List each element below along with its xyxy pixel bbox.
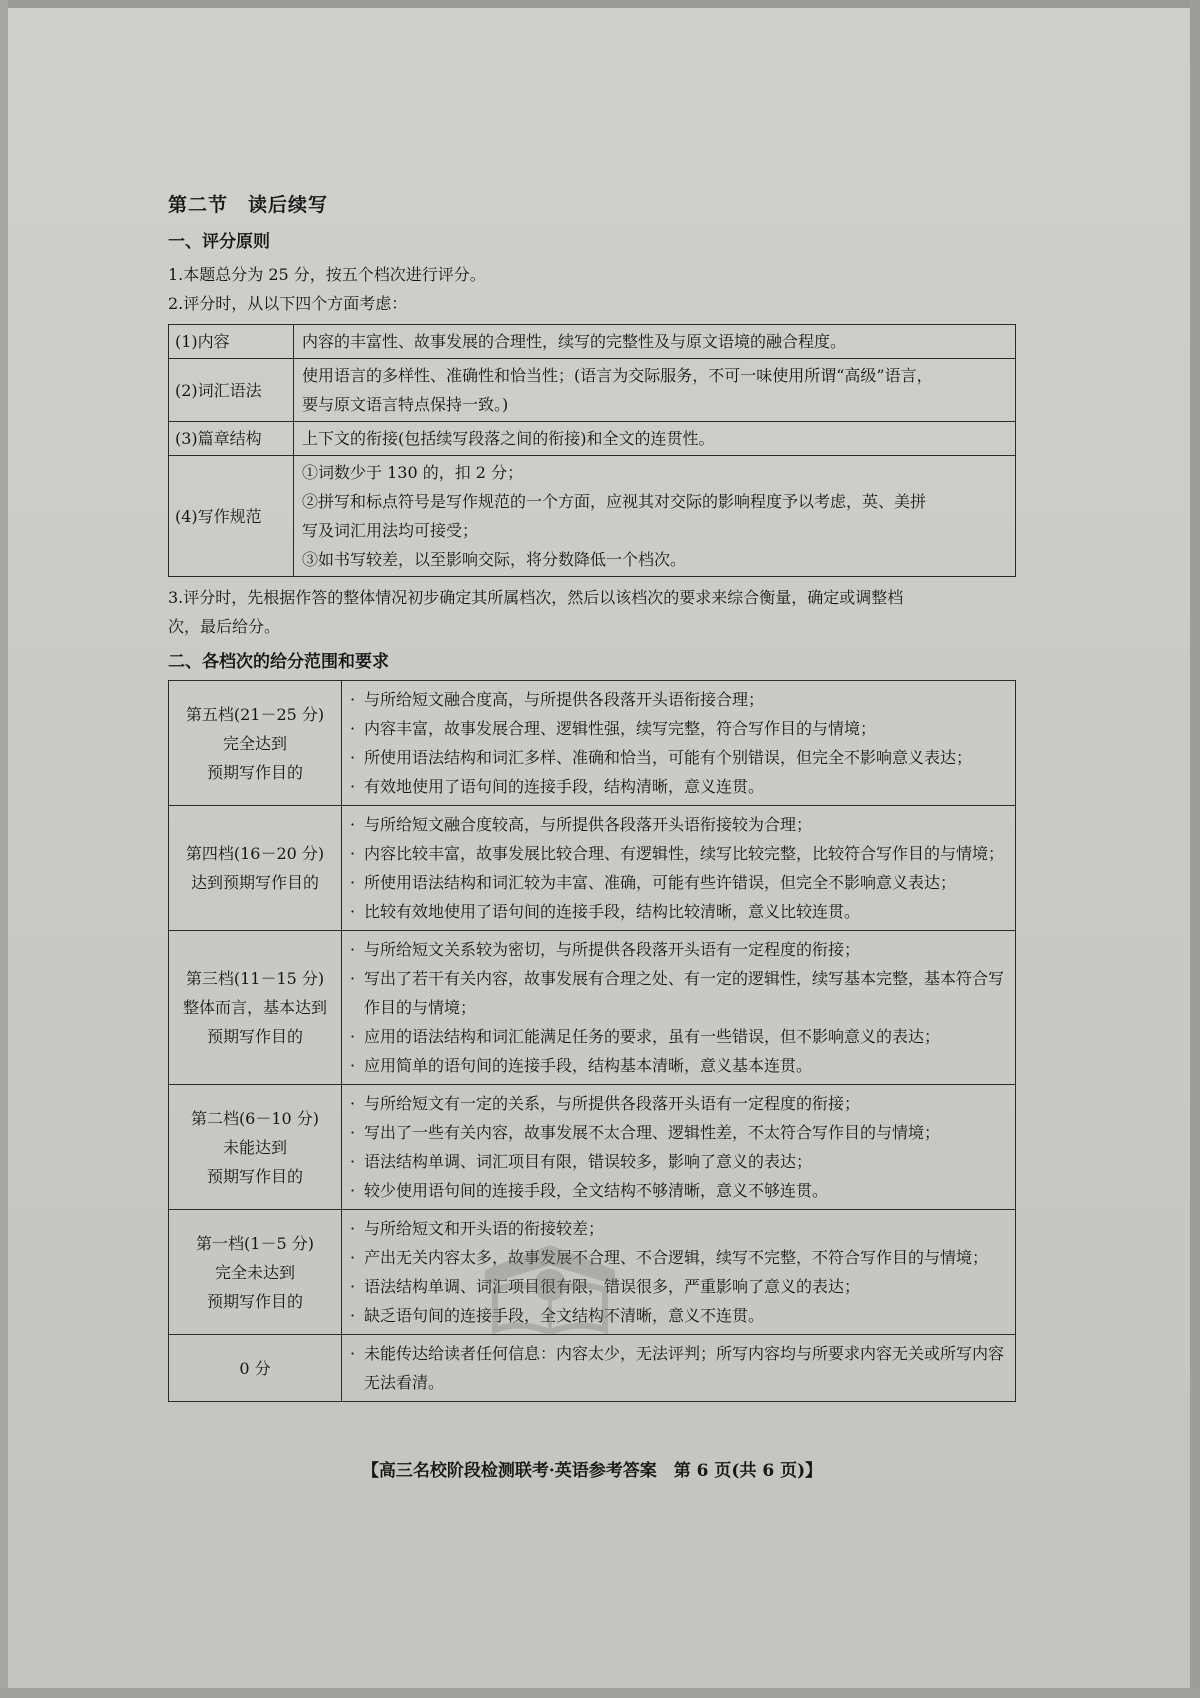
requirement-item	[350, 1272, 1009, 1301]
requirement-text: 应用的语法结构和词汇能满足任务的要求，虽有一些错误，但不影响意义的表达；	[364, 1027, 941, 1046]
band-row	[169, 806, 1016, 931]
band-label-line: 第一档(1－5 分)	[196, 1233, 314, 1253]
band-label	[169, 806, 342, 931]
requirement-item	[350, 1051, 1009, 1080]
band-label-line: 第三档(11－15 分)	[185, 969, 325, 988]
criteria-detail	[294, 456, 1016, 577]
criteria-table	[168, 324, 1016, 577]
bullet-icon: ·	[350, 690, 356, 709]
part2-heading: 二、各档次的给分范围和要求	[168, 652, 389, 672]
bullet-icon: ·	[350, 815, 356, 834]
requirement-item	[350, 1214, 1009, 1243]
band-requirements	[342, 1210, 1016, 1335]
criteria-category: (4)写作规范	[169, 456, 294, 577]
bullet-icon: ·	[350, 1219, 356, 1238]
criteria-row	[169, 325, 1016, 359]
criteria-line: 内容的丰富性、故事发展的合理性，续写的完整性及与原文语境的融合程度。	[302, 332, 847, 351]
requirement-text: 语法结构单调、词汇项目有限，错误较多，影响了意义的表达；	[364, 1152, 813, 1171]
band-label-line: 预期写作目的	[206, 1027, 303, 1046]
requirement-text: 所使用语法结构和词汇多样、准确和恰当，可能有个别错误，但完全不影响意义表达；	[364, 748, 973, 767]
criteria-row	[169, 359, 1016, 422]
requirement-text: 产出无关内容太多，故事发展不合理、不合逻辑，续写不完整，不符合写作目的与情境；	[364, 1248, 989, 1267]
requirement-item	[350, 839, 1009, 868]
requirement-text: 与所给短文融合度高，与所提供各段落开头语衔接合理；	[364, 690, 765, 709]
criteria-line: 写及词汇用法均可接受；	[302, 521, 479, 540]
requirement-item	[350, 1022, 1009, 1051]
band-row	[169, 681, 1016, 806]
bullet-icon: ·	[350, 1123, 356, 1142]
band-label	[169, 1085, 342, 1210]
rule-item-3-line-2: 次，最后给分。	[168, 617, 281, 636]
criteria-row	[169, 456, 1016, 577]
requirement-item	[350, 1339, 1009, 1397]
band-row	[169, 1335, 1016, 1402]
band-label-line: 完全未达到	[214, 1262, 295, 1282]
open-book-logo-icon	[475, 1230, 625, 1340]
requirement-text: 比较有效地使用了语句间的连接手段，结构比较清晰，意义比较连贯。	[364, 902, 861, 921]
requirement-item	[350, 1089, 1009, 1118]
requirement-item	[350, 1147, 1009, 1176]
requirement-text: 写出了一些有关内容，故事发展不太合理、逻辑性差，不太符合写作目的与情境；	[364, 1123, 941, 1142]
criteria-line: 上下文的衔接(包括续写段落之间的衔接)和全文的连贯性。	[302, 429, 715, 448]
band-label	[169, 681, 342, 806]
criteria-line: 使用语言的多样性、准确性和恰当性；(语言为交际服务，不可一味使用所谓“高级”语言，	[302, 366, 933, 385]
requirement-item	[350, 897, 1009, 926]
band-requirements	[342, 931, 1016, 1085]
requirement-text: 有效地使用了语句间的连接手段，结构清晰，意义连贯。	[364, 777, 765, 796]
requirement-text: 内容丰富，故事发展合理、逻辑性强，续写完整，符合写作目的与情境；	[364, 719, 877, 738]
bullet-icon: ·	[350, 719, 356, 738]
bullet-icon: ·	[350, 940, 356, 959]
band-requirements	[342, 681, 1016, 806]
band-label-line: 整体而言，基本达到	[182, 998, 327, 1017]
requirement-text: 应用简单的语句间的连接手段，结构基本清晰，意义基本连贯。	[364, 1056, 813, 1075]
criteria-detail	[294, 325, 1016, 359]
bullet-icon: ·	[350, 777, 356, 796]
band-label-line: 达到预期写作目的	[190, 873, 319, 892]
band-requirements	[342, 1085, 1016, 1210]
rule-item-3-line-1: 3.评分时，先根据作答的整体情况初步确定其所属档次，然后以该档次的要求来综合衡量，确定或调整档	[168, 588, 904, 607]
scan-border-right	[1190, 0, 1200, 1698]
bullet-icon: ·	[350, 1344, 356, 1363]
band-label-line: 完全达到	[222, 733, 287, 753]
bullet-icon: ·	[350, 902, 356, 921]
requirement-item	[350, 1243, 1009, 1272]
requirement-item	[350, 714, 1009, 743]
band-label	[169, 1210, 342, 1335]
band-requirements	[342, 806, 1016, 931]
criteria-detail	[294, 422, 1016, 456]
requirement-item	[350, 964, 1009, 1022]
band-requirements	[342, 1335, 1016, 1402]
criteria-line: ③如书写较差，以至影响交际，将分数降低一个档次。	[302, 550, 687, 569]
requirement-item	[350, 810, 1009, 839]
requirement-text: 与所给短文关系较为密切，与所提供各段落开头语有一定程度的衔接；	[364, 940, 861, 959]
criteria-line: ①词数少于 130 的，扣 2 分；	[302, 463, 524, 482]
bullet-icon: ·	[350, 1056, 356, 1075]
bullet-icon: ·	[350, 1306, 356, 1325]
requirement-item	[350, 772, 1009, 801]
page-footer: 【高三名校阶段检测联考·英语参考答案 第 6 页(共 6 页)】	[361, 1461, 823, 1481]
band-label-line: 第五档(21－25 分)	[185, 704, 325, 724]
bullet-icon: ·	[350, 969, 356, 988]
requirement-text: 语法结构单调、词汇项目很有限，错误很多，严重影响了意义的表达；	[364, 1277, 861, 1296]
bullet-icon: ·	[350, 844, 356, 863]
scan-border-bottom	[0, 1688, 1200, 1698]
part1-heading: 一、评分原则	[168, 232, 270, 252]
band-label-line: 0 分	[239, 1358, 271, 1378]
bullet-icon: ·	[350, 748, 356, 767]
section-title: 第二节 读后续写	[168, 194, 329, 216]
band-label-line: 未能达到	[222, 1137, 287, 1157]
band-label-line: 预期写作目的	[206, 1166, 303, 1186]
criteria-line: 要与原文语言特点保持一致。)	[302, 395, 509, 414]
band-row	[169, 931, 1016, 1085]
bullet-icon: ·	[350, 1027, 356, 1046]
requirement-text: 与所给短文融合度较高，与所提供各段落开头语衔接较为合理；	[364, 815, 813, 834]
bullet-icon: ·	[350, 1152, 356, 1171]
requirement-item	[350, 743, 1009, 772]
page-content	[168, 190, 1016, 1402]
bullet-icon: ·	[350, 1248, 356, 1267]
band-label-line: 预期写作目的	[206, 762, 303, 782]
criteria-row	[169, 422, 1016, 456]
requirement-text: 与所给短文有一定的关系，与所提供各段落开头语有一定程度的衔接；	[364, 1094, 861, 1113]
band-row	[169, 1085, 1016, 1210]
requirement-text: 未能传达给读者任何信息：内容太少，无法评判；所写内容均与所要求内容无关或所写内容无法看清。	[364, 1344, 1005, 1392]
criteria-category: (3)篇章结构	[169, 422, 294, 456]
rule-item-1: 1.本题总分为 25 分，按五个档次进行评分。	[168, 265, 486, 284]
requirement-item	[350, 1176, 1009, 1205]
rule-item-2: 2.评分时，从以下四个方面考虑：	[168, 294, 408, 313]
scan-border-left	[0, 0, 8, 1698]
requirement-text: 较少使用语句间的连接手段，全文结构不够清晰，意义不够连贯。	[364, 1181, 829, 1200]
scan-border-top	[0, 0, 1200, 8]
bullet-icon: ·	[350, 1181, 356, 1200]
bullet-icon: ·	[350, 1277, 356, 1296]
bullet-icon: ·	[350, 873, 356, 892]
requirement-item	[350, 1301, 1009, 1330]
bullet-icon: ·	[350, 1094, 356, 1113]
band-label-line: 第二档(6－10 分)	[190, 1108, 320, 1128]
requirement-text: 缺乏语句间的连接手段，全文结构不清晰，意义不连贯。	[364, 1306, 765, 1325]
requirement-item	[350, 868, 1009, 897]
requirement-text: 内容比较丰富，故事发展比较合理、有逻辑性，续写比较完整，比较符合写作目的与情境；	[364, 844, 1005, 863]
criteria-category: (1)内容	[169, 325, 294, 359]
band-label	[169, 1335, 342, 1402]
requirement-text: 所使用语法结构和词汇较为丰富、准确，可能有些许错误，但完全不影响意义表达；	[364, 873, 957, 892]
band-label-line: 第四档(16－20 分)	[185, 844, 325, 863]
band-label	[169, 931, 342, 1085]
criteria-detail	[294, 359, 1016, 422]
requirement-item	[350, 1118, 1009, 1147]
band-label-line: 预期写作目的	[206, 1291, 303, 1311]
criteria-category: (2)词汇语法	[169, 359, 294, 422]
requirement-item	[350, 685, 1009, 714]
criteria-line: ②拼写和标点符号是写作规范的一个方面，应视其对交际的影响程度予以考虑，英、美拼	[302, 492, 927, 511]
requirement-text: 写出了若干有关内容，故事发展有合理之处、有一定的逻辑性，续写基本完整，基本符合写作目的与情境；	[364, 969, 1005, 1017]
requirement-item	[350, 935, 1009, 964]
requirement-text: 与所给短文和开头语的衔接较差；	[364, 1219, 605, 1238]
